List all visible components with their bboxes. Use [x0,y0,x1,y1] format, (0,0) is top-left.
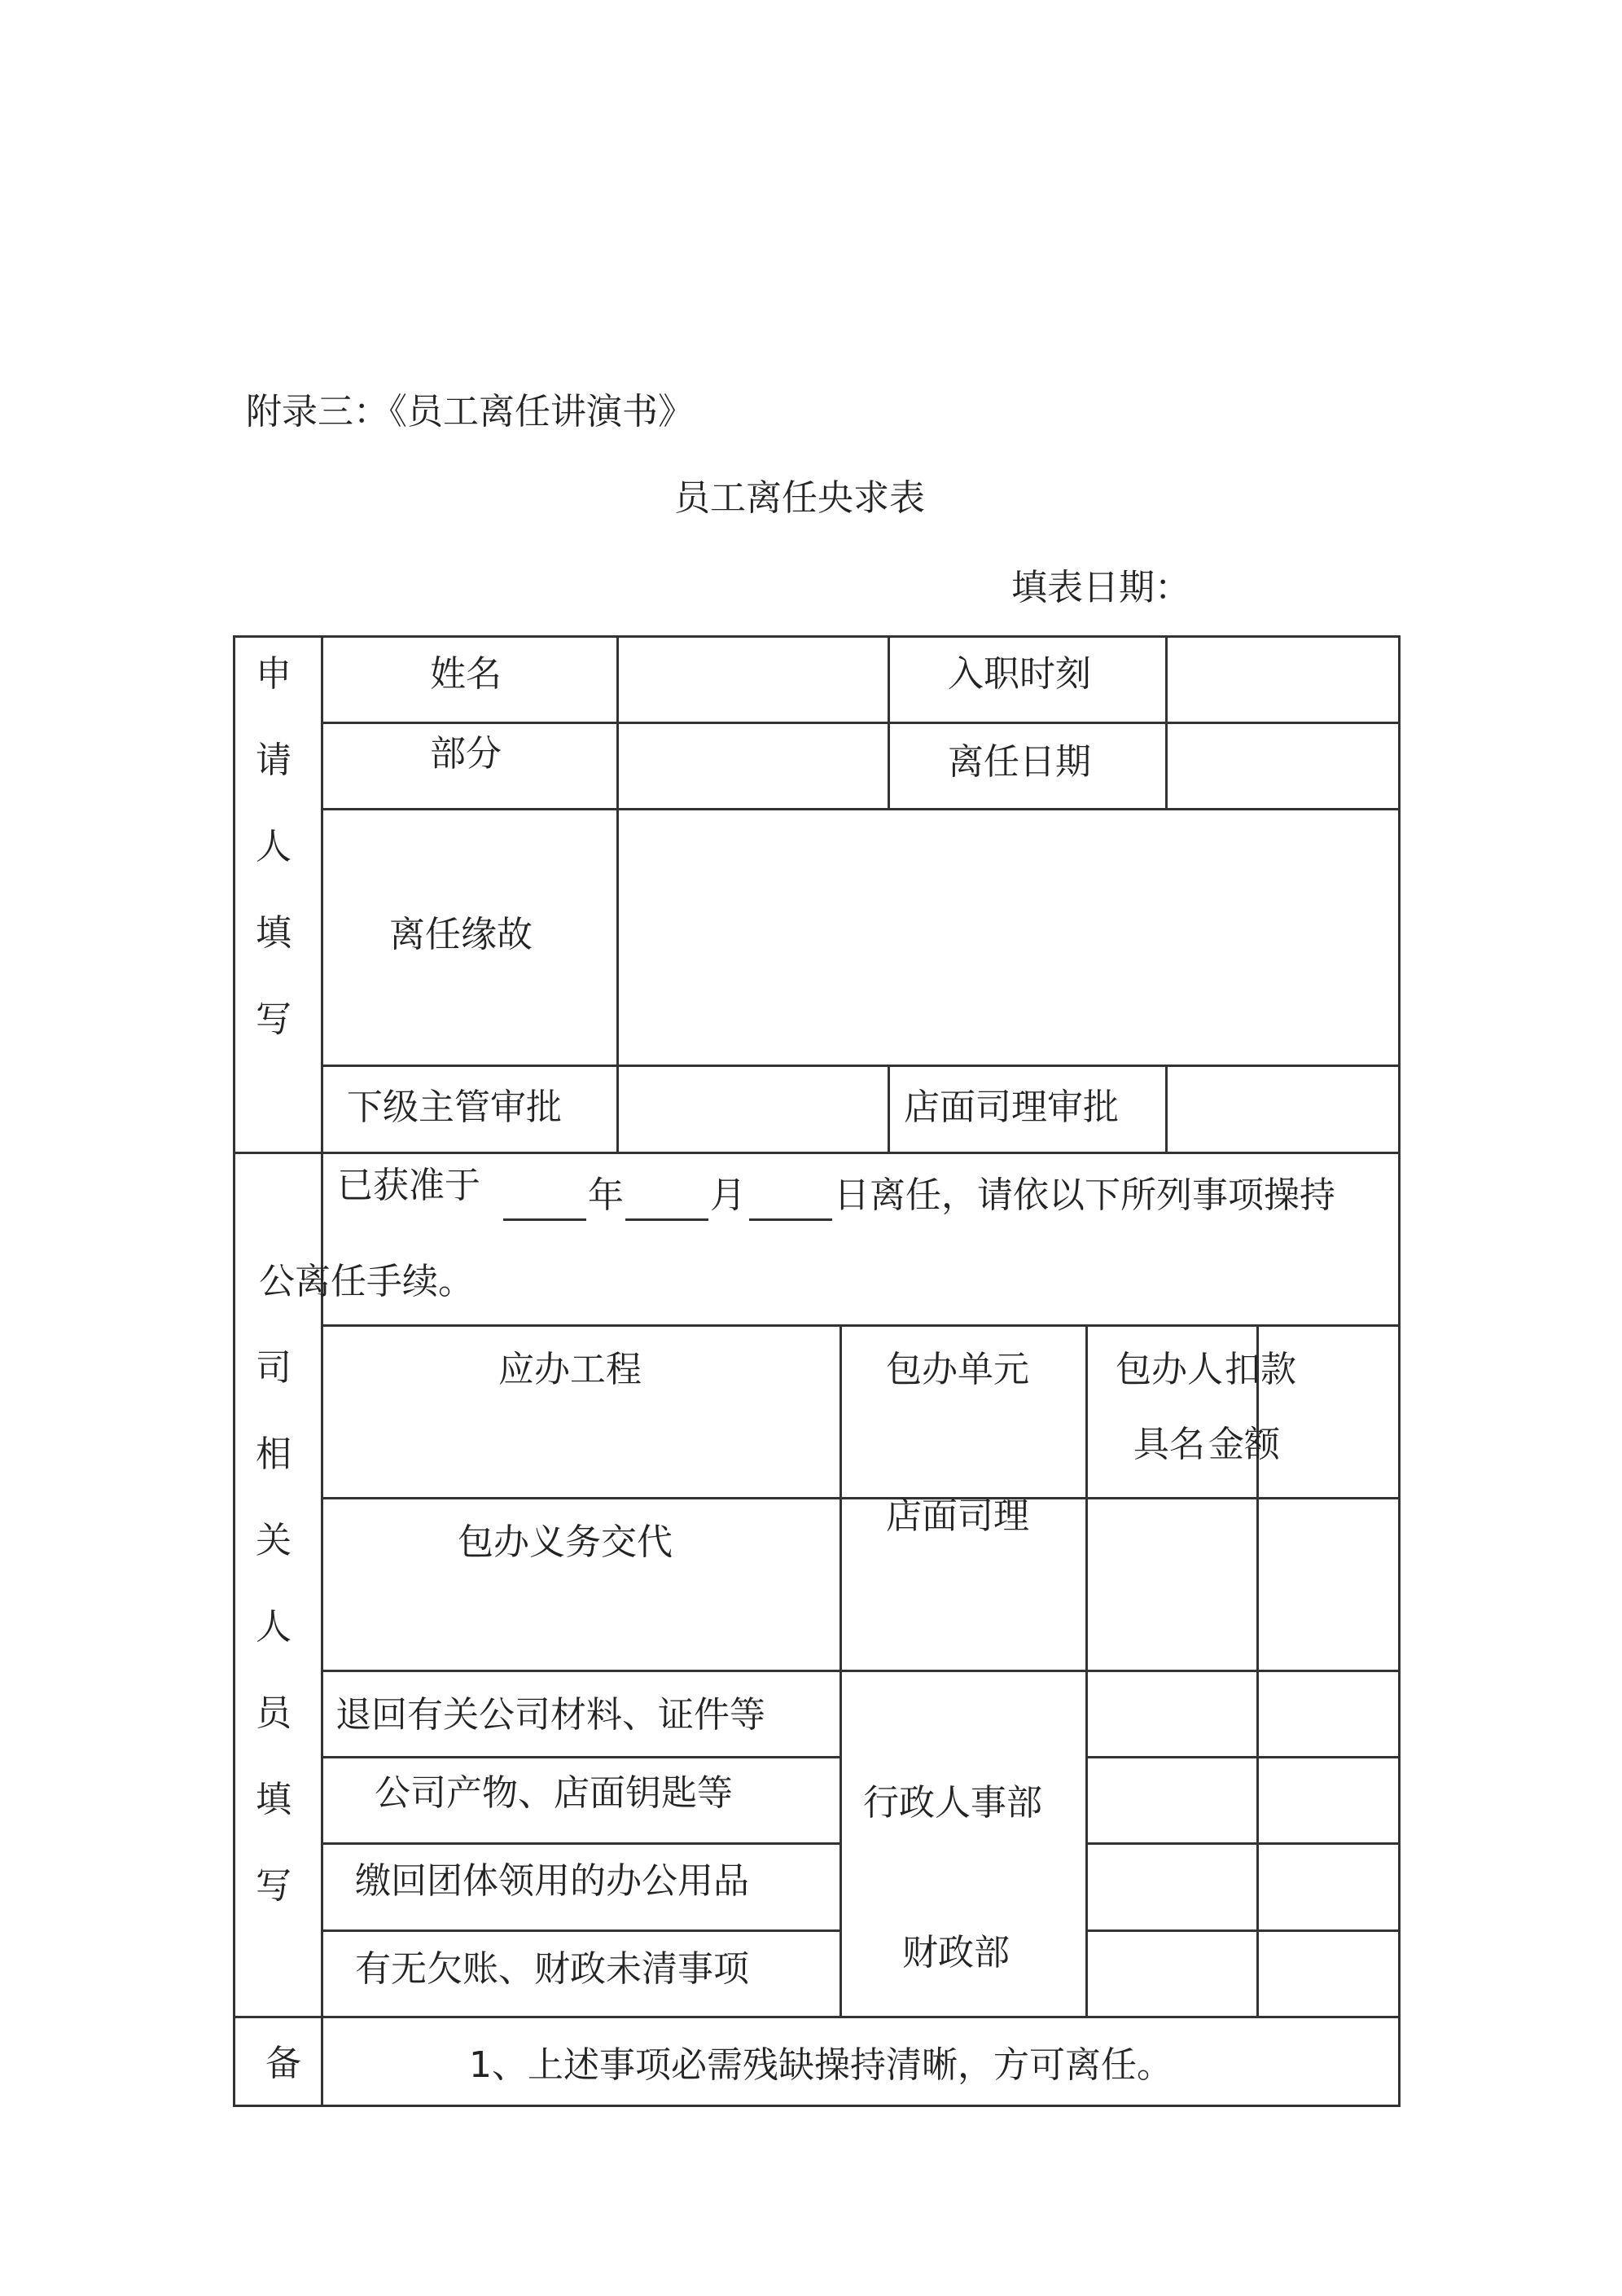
department-label: 部分 [430,733,502,775]
remarks-text: 1、上述事项必需残缺操持清晰，方可离任。 [469,2044,1173,2086]
approval-prefix: 已获准于 [337,1165,480,1206]
store-manager-approval-label: 店面司理审批 [904,1087,1119,1128]
col-person-header-line1: 包办人 [1116,1349,1223,1390]
fill-date-label: 填表日期： [1011,567,1190,608]
form-title: 员工离任央求表 [674,477,925,519]
unit-admin-hr: 行政人事部 [863,1782,1042,1824]
join-time-label: 入职时刻 [948,653,1091,695]
col-unit-header: 包办单元 [886,1349,1029,1390]
month-blank [625,1218,708,1221]
row-item-property-keys: 公司产物、店面钥匙等 [375,1772,733,1814]
unit-finance: 财政部 [902,1932,1010,1973]
year-char: 年 [588,1174,624,1216]
leave-date-label: 离任日期 [948,741,1091,783]
row-item-return-materials: 退回有关公司材料、证件等 [335,1694,765,1736]
supervisor-approval-label: 下级主管审批 [347,1087,562,1128]
col-items-header: 应办工程 [498,1349,642,1390]
row-item-debts: 有无欠账、财政未清事项 [355,1948,749,1990]
company-side-label: 司 相 关 人 员 填 写 [256,1347,292,1907]
name-label: 姓名 [430,653,502,695]
remarks-label: 备 [265,2043,301,2084]
col-deduct-header-line1: 扣款 [1225,1349,1296,1390]
month-char: 月 [710,1174,746,1216]
row-item-office-supplies: 缴回团体领用的办公用品 [355,1860,749,1902]
col-deduct-header-line2: 金额 [1208,1424,1280,1465]
reason-label: 离任缘故 [389,914,533,955]
appendix-title: 附录三：《员工离任讲演书》 [246,391,694,432]
approval-line2: 离任手续。 [295,1261,474,1302]
col-person-header-line2: 具名 [1133,1424,1205,1465]
row-item-handover: 包办义务交代 [458,1521,673,1563]
unit-store-manager: 店面司理 [886,1495,1029,1537]
year-blank [503,1218,586,1221]
company-side-top-char: 公 [259,1261,295,1302]
applicant-side-label: 申 请 人 填 写 [256,653,292,1040]
day-suffix: 日离任，请依以下所列事项操持 [834,1174,1335,1216]
day-blank [749,1218,832,1221]
